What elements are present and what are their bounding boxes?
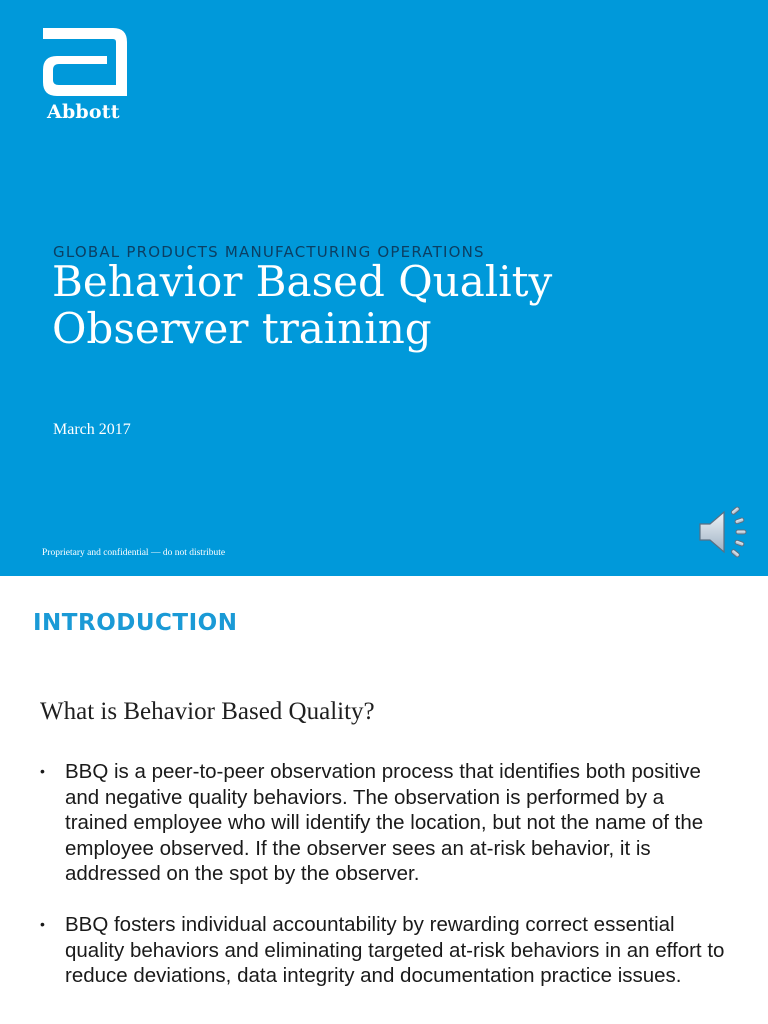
abbott-logo-mark [43, 28, 127, 96]
section-heading: INTRODUCTION [33, 610, 238, 636]
department-label: GLOBAL PRODUCTS MANUFACTURING OPERATIONS [53, 243, 485, 261]
bullet-icon: • [40, 915, 45, 932]
presentation-title [52, 258, 742, 352]
title-line: Observer training [52, 304, 432, 353]
abbott-wordmark: Abbott [47, 101, 120, 123]
abbott-logo [43, 28, 127, 101]
bullet-text: BBQ fosters individual accountability by rewarding correct essential quality behaviors and eliminating targeted at-risk behaviors in an effort to reduce deviations, data integrity and documentation practice issues. [65, 912, 725, 988]
list-item [40, 912, 730, 989]
title-line: Behavior Based Quality [52, 257, 553, 306]
slide-question: What is Behavior Based Quality? [40, 698, 375, 725]
bullet-text: BBQ is a peer-to-peer observation process that identifies both positive and negative quality behaviors. The observation is performed by a trained employee who will identify the location, but not the name of the employee observed. If the observer sees an at-risk behavior, it is addressed on the spot by the observer. [65, 760, 704, 886]
bullet-icon: • [40, 763, 45, 779]
list-item [40, 759, 730, 887]
presentation-date: March 2017 [53, 421, 131, 438]
confidential-note: Proprietary and confidential — do not distribute [42, 548, 226, 558]
introduction-slide [0, 576, 768, 1024]
speaker-icon[interactable] [697, 506, 749, 563]
bullet-list [40, 759, 730, 1014]
